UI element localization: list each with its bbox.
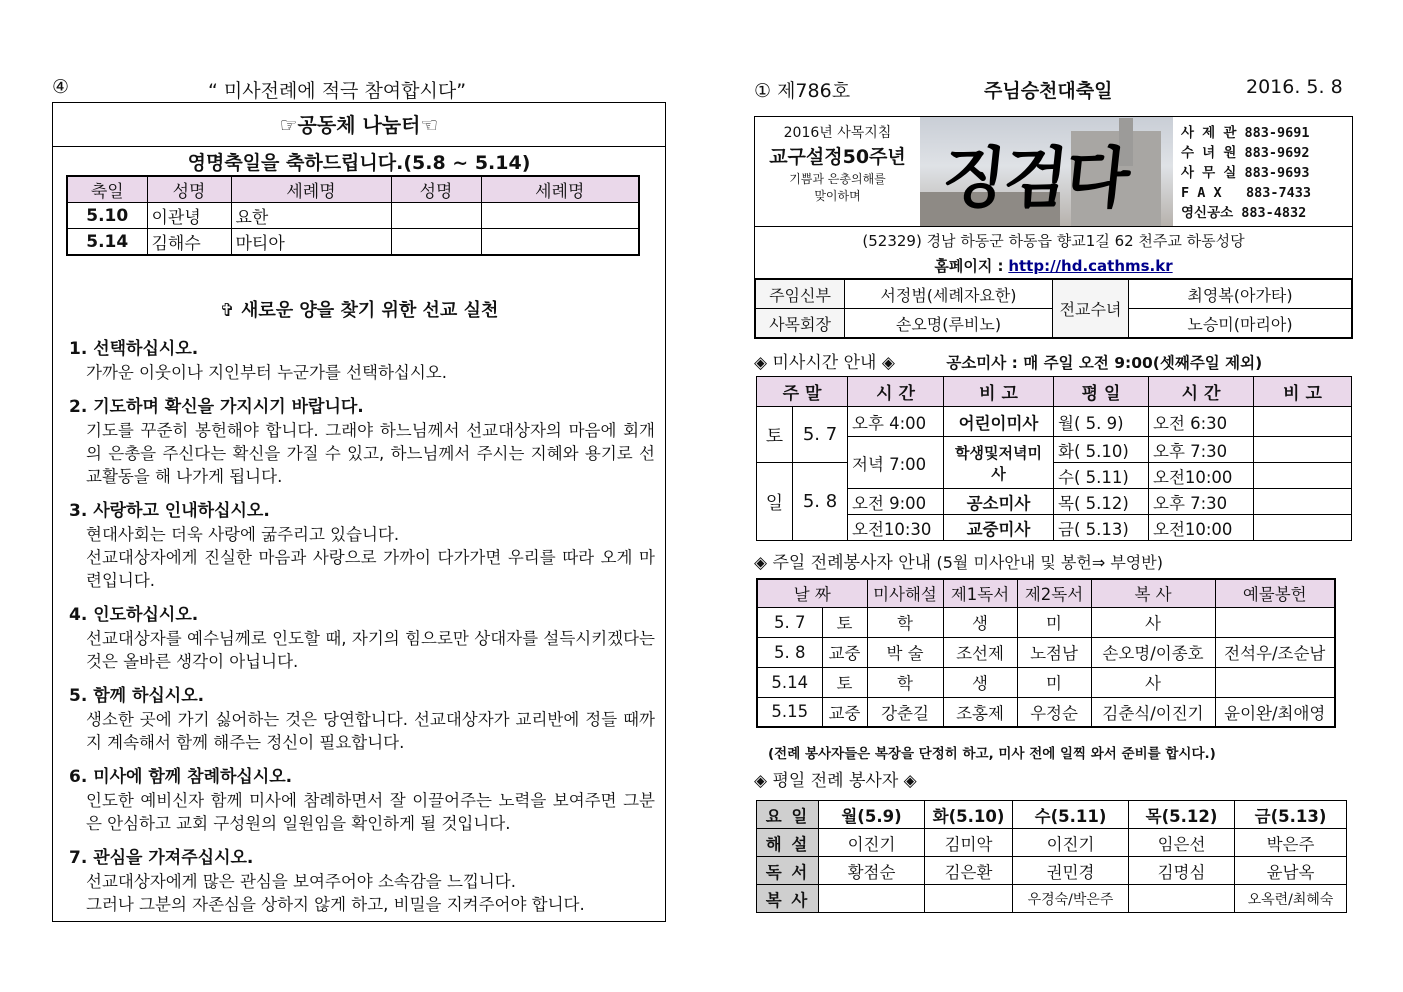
duty-cell (1129, 885, 1235, 913)
duty-cell: 노점남 (1017, 637, 1091, 667)
mass-remark: 교중미사 (944, 515, 1054, 541)
table-header-row (67, 176, 639, 203)
table-row (756, 280, 1352, 309)
homepage-link[interactable]: http://hd.cathms.kr (1008, 257, 1173, 275)
weekday-remark (1254, 463, 1352, 489)
feast-date: 5.14 (67, 229, 147, 256)
duty-note: (전례 봉사자들은 복장을 단정히 하고, 미사 전에 일찍 와서 준비를 합시다.) (768, 746, 1216, 762)
duty-cell: 윤이완/최애영 (1215, 697, 1335, 727)
contact-line: 영신공소 883-4832 (1181, 205, 1307, 221)
column-header: 월(5.9) (819, 801, 925, 829)
contact-list (1173, 117, 1352, 226)
duty-section-title (754, 548, 1163, 573)
list-item (69, 766, 655, 835)
table-row (757, 607, 1335, 637)
list-item (69, 500, 655, 592)
logo-title: 징검다리 (938, 139, 1132, 217)
weekday-time: 오전10:00 (1149, 515, 1254, 541)
duty-cell: 교중 (822, 637, 867, 667)
column-header: 평 일 (1054, 377, 1149, 407)
duty-cell: 생 (943, 607, 1017, 637)
duty-cell: 이진기 (819, 829, 925, 857)
left-page (52, 76, 666, 914)
duty-cell: 윤남옥 (1235, 857, 1347, 885)
motto-sub: 기쁨과 은총의해를 (789, 172, 886, 186)
item-title: 5. 함께 하십시오. (69, 686, 205, 706)
page-number: ④ (52, 76, 70, 98)
mass-title: ◈ 미사시간 안내 ◈ (754, 353, 895, 373)
weekday-remark (1254, 515, 1352, 541)
table-row (757, 637, 1335, 667)
weekday-duty-title: ◈ 평일 전례 봉사자 ◈ (754, 771, 917, 791)
duty-cell: 김명심 (1129, 857, 1235, 885)
list-item (69, 685, 655, 754)
duty-cell: 강춘길 (867, 697, 943, 727)
duty-cell: 사 (1091, 607, 1215, 637)
motto-theme: 교구설정50주년 (769, 146, 906, 168)
column-header: 시 간 (1149, 377, 1254, 407)
column-header: 예물봉헌 (1215, 579, 1335, 607)
weekday-date: 화( 5.10) (1054, 437, 1149, 463)
duty-cell: 토 (822, 607, 867, 637)
item-body: 선교대상자에게 많은 관심을 보여주어야 소속감을 느낍니다. 그러나 그분의 자존심을 상하지 않게 하고, 비밀을 지켜주어야 합니다. (86, 872, 585, 914)
community-box (52, 102, 666, 922)
duty-cell: 학 (867, 607, 943, 637)
baptismal-name (481, 203, 639, 229)
duty-cell: 교중 (822, 697, 867, 727)
staff-label: 주임신부 (756, 280, 845, 309)
duty-cell: 5. 8 (757, 637, 822, 667)
item-title: 2. 기도하며 확신을 가지시기 바랍니다. (69, 397, 364, 417)
contact-line: 사 무 실 883-9693 (1181, 165, 1310, 181)
mass-time: 저녁 7:00 (848, 437, 944, 489)
weekend-day: 토 (757, 407, 793, 463)
person-name (391, 203, 481, 229)
weekday-time: 오전 6:30 (1149, 407, 1254, 437)
header-quote: “ 미사전례에 적극 참여합시다” (208, 80, 467, 102)
column-header: 복 사 (1091, 579, 1215, 607)
column-header: 시 간 (848, 377, 944, 407)
row-label: 독 서 (757, 857, 819, 885)
duty-cell: 임은선 (1129, 829, 1235, 857)
duty-cell: 사 (1091, 667, 1215, 697)
duty-cell: 전석우/조순남 (1215, 637, 1335, 667)
duty-cell (1215, 667, 1335, 697)
list-item (69, 847, 655, 916)
duty-title: ◈ 주일 전례봉사자 안내 (754, 553, 932, 573)
column-header: 세례명 (481, 176, 639, 203)
row-label: 해 설 (757, 829, 819, 857)
item-body: 인도한 예비신자 함께 미사에 참례하면서 잘 이끌어주는 노력을 보여주면 그분은 안심하고 교회 구성원의 일원임을 확인하게 될 것입니다. (86, 791, 655, 833)
column-header: 성명 (147, 176, 231, 203)
mass-table (756, 376, 1352, 541)
duty-cell: 미 (1017, 607, 1091, 637)
column-header: 제1독서 (943, 579, 1017, 607)
weekend-day: 일 (757, 463, 793, 541)
motto-year: 2016년 사목지침 (783, 125, 892, 141)
weekday-remark (1254, 437, 1352, 463)
column-header: 미사해설 (867, 579, 943, 607)
duty-cell: 김미악 (925, 829, 1013, 857)
weekday-duty-table (756, 800, 1347, 913)
table-row (757, 885, 1347, 913)
motto-sub: 맞이하며 (814, 189, 861, 203)
table-row (67, 203, 639, 229)
duty-cell: 권민경 (1013, 857, 1129, 885)
staff-name: 서정범(세례자요한) (845, 280, 1053, 309)
column-header: 제2독서 (1017, 579, 1091, 607)
item-body: 가까운 이웃이나 지인부터 누군가를 선택하십시오. (86, 363, 447, 382)
birthday-title: 영명축일을 축하드립니다.(5.8 ~ 5.14) (187, 152, 531, 174)
weekday-remark (1254, 489, 1352, 515)
weekday-date: 월( 5. 9) (1054, 407, 1149, 437)
duty-cell: 학 (867, 667, 943, 697)
weekday-time: 오전10:00 (1149, 463, 1254, 489)
column-header: 비 고 (944, 377, 1054, 407)
table-row (757, 697, 1335, 727)
duty-cell: 5.15 (757, 697, 822, 727)
staff-label: 사목회장 (756, 309, 845, 338)
table-header-row (757, 377, 1352, 407)
table-header-row (757, 579, 1335, 607)
mass-time: 오전10:30 (848, 515, 944, 541)
baptismal-name: 마티아 (231, 229, 391, 256)
mass-remark: 어린이미사 (944, 407, 1054, 437)
duty-subtitle: (5월 미사안내 및 봉헌⇒ 부영반) (936, 553, 1163, 572)
column-header: 화(5.10) (925, 801, 1013, 829)
mass-time: 오전 9:00 (848, 489, 944, 515)
list-item (69, 604, 655, 673)
weekday-remark (1254, 407, 1352, 437)
duty-cell: 박 술 (867, 637, 943, 667)
table-row (757, 829, 1347, 857)
staff-label: 전교수녀 (1053, 280, 1129, 338)
table-row (757, 857, 1347, 885)
table-row (757, 463, 1352, 489)
masthead-top (755, 117, 1352, 227)
duty-cell: 5. 7 (757, 607, 822, 637)
staff-name: 노승미(마리아) (1129, 309, 1352, 338)
item-title: 7. 관심을 가져주십시오. (69, 848, 254, 868)
duty-cell: 우정순 (1017, 697, 1091, 727)
staff-name: 손오명(루비노) (845, 309, 1053, 338)
column-header: 비 고 (1254, 377, 1352, 407)
mission-list (53, 338, 665, 916)
person-name: 이관녕 (147, 203, 231, 229)
item-body: 생소한 곳에 가기 싫어하는 것은 당연합니다. 선교대상자가 교리반에 정들 때까지 계속해서 함께 해주는 정신이 필요합니다. (86, 710, 655, 752)
issue-date: 2016. 5. 8 (1246, 76, 1343, 98)
item-body: 기도를 꾸준히 봉헌해야 합니다. 그래야 하느님께서 선교대상자의 마음에 회개의 은총을 주신다는 확신을 가질 수 있고, 하느님께서 주시는 지혜와 용기로 선교활동을 해 나가게 됩니다. (86, 421, 655, 486)
column-header: 축일 (67, 176, 147, 203)
sunday-duty-table (756, 578, 1336, 728)
baptismal-name (481, 229, 639, 256)
mass-section-title (754, 348, 1262, 373)
column-header: 날 짜 (757, 579, 867, 607)
right-header (748, 76, 1353, 102)
duty-cell: 생 (943, 667, 1017, 697)
duty-cell: 손오명/이종호 (1091, 637, 1215, 667)
baptismal-name: 요한 (231, 203, 391, 229)
row-label: 복 사 (757, 885, 819, 913)
duty-cell: 조홍제 (943, 697, 1017, 727)
item-title: 4. 인도하십시오. (69, 605, 199, 625)
feast-date: 5.10 (67, 203, 147, 229)
column-header: 주 말 (757, 377, 848, 407)
table-row (67, 229, 639, 256)
list-item (69, 338, 655, 384)
duty-cell: 5.14 (757, 667, 822, 697)
masthead (754, 116, 1353, 339)
duty-cell: 이진기 (1013, 829, 1129, 857)
issue-number: ① 제786호 (754, 80, 851, 102)
duty-cell: 황점순 (819, 857, 925, 885)
list-item (69, 396, 655, 488)
item-body: 선교대상자를 예수님께로 인도할 때, 자기의 힘으로만 상대자를 설득시키겠다는 것은 올바른 생각이 아닙니다. (86, 629, 655, 671)
homepage-label: 홈페이지 : (934, 257, 1004, 275)
table-header-row (757, 801, 1347, 829)
column-header: 세례명 (231, 176, 391, 203)
mission-title: ✞ 새로운 양을 찾기 위한 선교 실천 (219, 300, 499, 321)
duty-cell: 박은주 (1235, 829, 1347, 857)
contact-line: F A X 883-7433 (1181, 185, 1312, 201)
table-row (757, 667, 1335, 697)
mass-time: 오후 4:00 (848, 407, 944, 437)
contact-line: 수 녀 원 883-9692 (1181, 145, 1310, 161)
mass-note: 공소미사 : 매 주일 오전 9:00(셋째주일 제외) (946, 354, 1263, 372)
weekday-time: 오후 7:30 (1149, 437, 1254, 463)
left-header (52, 76, 666, 102)
mass-remark: 학생및저녁미사 (944, 437, 1054, 489)
contact-line: 사 제 관 883-9691 (1181, 125, 1310, 141)
address: (52329) 경남 하동군 하동읍 향교1길 62 천주교 하동성당 (862, 232, 1245, 250)
item-title: 1. 선택하십시오. (69, 339, 199, 359)
item-title: 6. 미사에 함께 참례하십시오. (69, 767, 293, 787)
column-header: 성명 (391, 176, 481, 203)
duty-cell: 우경숙/박은주 (1013, 885, 1129, 913)
duty-cell: 토 (822, 667, 867, 697)
duty-cell: 김은환 (925, 857, 1013, 885)
weekday-date: 목( 5.12) (1054, 489, 1149, 515)
logo-image (920, 117, 1173, 226)
column-header: 금(5.13) (1235, 801, 1347, 829)
column-header: 목(5.12) (1129, 801, 1235, 829)
table-row (757, 407, 1352, 437)
community-title: ☞공동체 나눔터☜ (53, 103, 665, 147)
address-block (755, 227, 1352, 279)
person-name: 김해수 (147, 229, 231, 256)
row-label: 요 일 (757, 801, 819, 829)
weekday-date: 금( 5.13) (1054, 515, 1149, 541)
duty-cell (1215, 607, 1335, 637)
pastoral-motto (755, 117, 920, 226)
duty-cell: 미 (1017, 667, 1091, 697)
duty-cell: 조선제 (943, 637, 1017, 667)
birthday-table (66, 175, 640, 256)
item-title: 3. 사랑하고 인내하십시오. (69, 501, 270, 521)
duty-cell (925, 885, 1013, 913)
weekend-date: 5. 8 (793, 463, 848, 541)
weekday-date: 수( 5.11) (1054, 463, 1149, 489)
right-page (748, 76, 1353, 910)
weekday-time: 오후 7:30 (1149, 489, 1254, 515)
feast-title: 주님승천대축일 (984, 80, 1113, 102)
duty-cell: 김춘식/이진기 (1091, 697, 1215, 727)
duty-cell (819, 885, 925, 913)
staff-table (755, 279, 1352, 338)
duty-cell: 오옥련/최혜숙 (1235, 885, 1347, 913)
mass-remark: 공소미사 (944, 489, 1054, 515)
staff-name: 최영복(아가타) (1129, 280, 1352, 309)
item-body: 현대사회는 더욱 사랑에 굶주리고 있습니다. 선교대상자에게 진실한 마음과 사랑으로 가까이 다가가면 우리를 따라 오게 마련입니다. (86, 525, 655, 590)
weekend-date: 5. 7 (793, 407, 848, 463)
person-name (391, 229, 481, 256)
column-header: 수(5.11) (1013, 801, 1129, 829)
